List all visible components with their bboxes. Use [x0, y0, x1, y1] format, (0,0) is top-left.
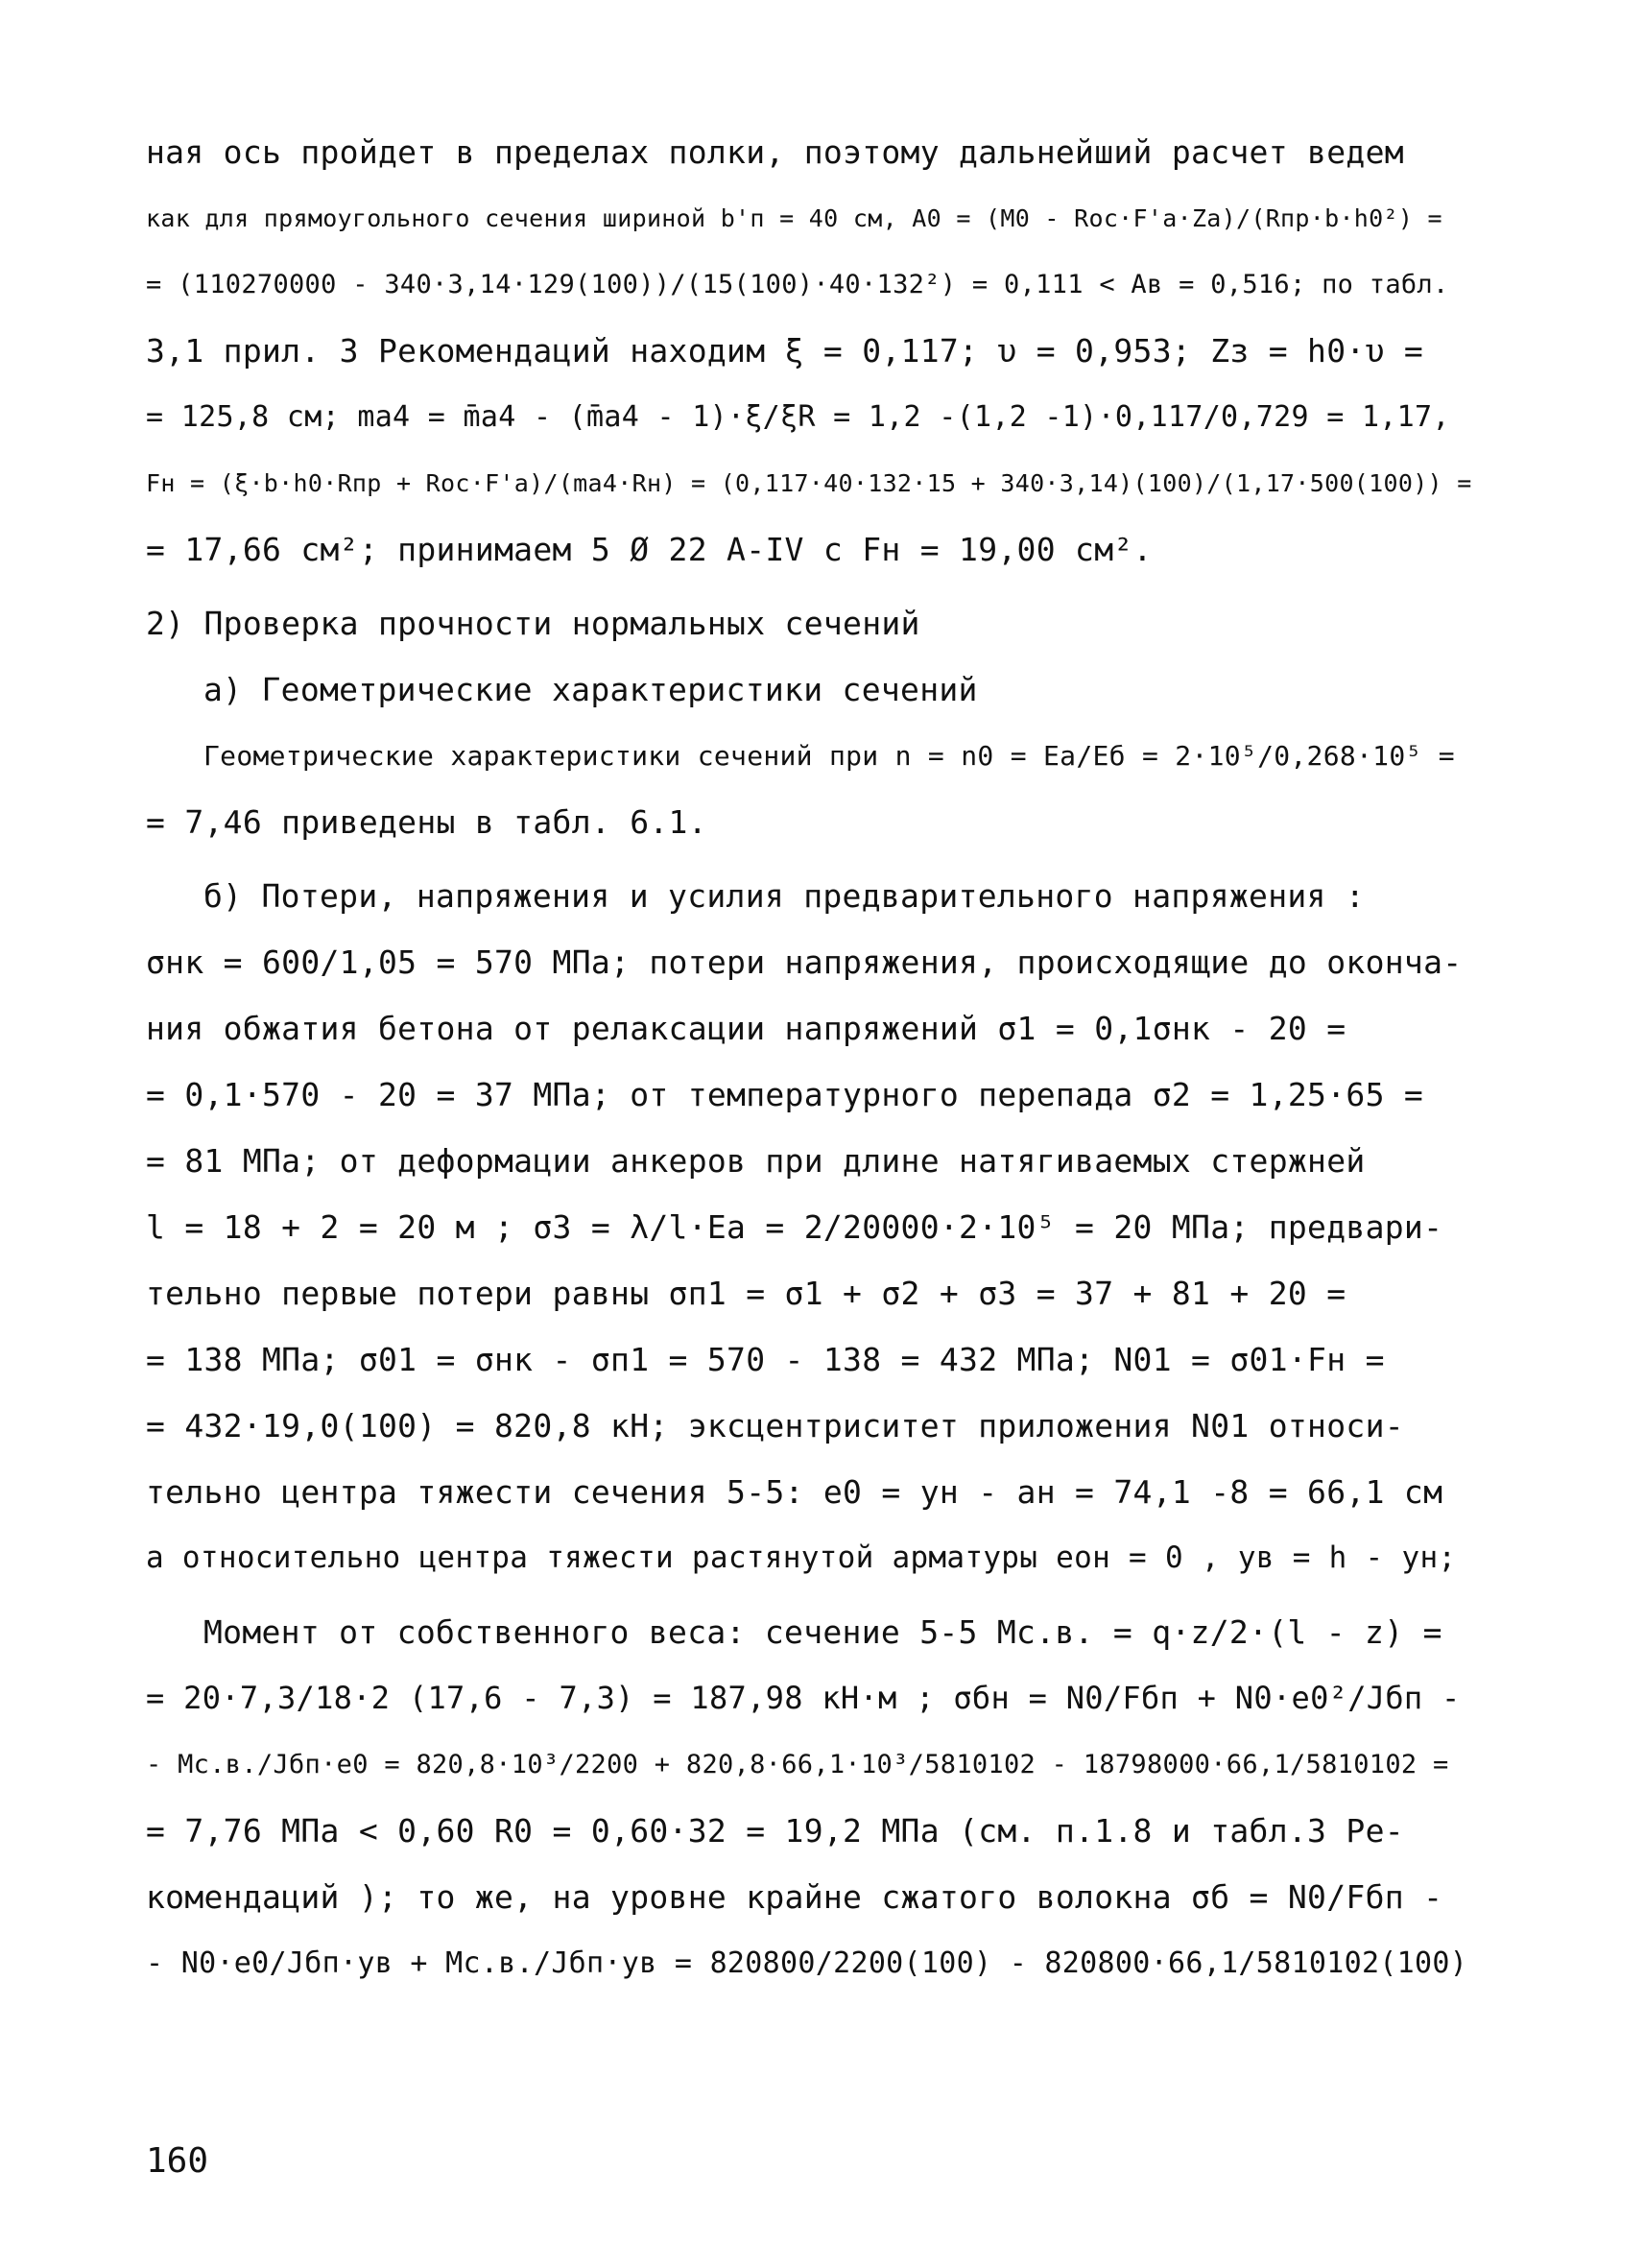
text-line: l = 18 + 2 = 20 м ; σ3 = λ/l·Ea = 2/20000·2·10⁵ = 20 МПа; предвари-	[146, 1209, 1443, 1245]
text-line: = 81 МПа; от деформации анкеров при длине натягиваемых стержней	[146, 1143, 1366, 1179]
text-line: Момент от собственного веса: сечение 5-5 Mс.в. = q·z/2·(l - z) =	[203, 1614, 1442, 1650]
text-line: 3,1 прил. 3 Рекомендаций находим ξ = 0,117; υ = 0,953; Zз = h0·υ =	[146, 333, 1424, 369]
subsection-heading: а) Геометрические характеристики сечений	[203, 672, 978, 707]
page-number: 160	[146, 2141, 209, 2181]
section-heading: 2) Проверка прочности нормальных сечений	[146, 606, 920, 641]
text-block	[146, 134, 1489, 2012]
text-line: = 7,46 приведены в табл. 6.1.	[146, 804, 707, 840]
text-line: = 20·7,3/18·2 (17,6 - 7,3) = 187,98 кН·м ; σбн = N0/Fбп + N0·e0²/Jбп -	[146, 1681, 1461, 1716]
text-line: = 138 МПа; σ01 = σнк - σп1 = 570 - 138 = 432 МПа; N01 = σ01·Fн =	[146, 1342, 1385, 1377]
subsection-heading: б) Потери, напряжения и усилия предварительного напряжения :	[203, 878, 1366, 914]
text-line: ния обжатия бетона от релаксации напряжений σ1 = 0,1σнк - 20 =	[146, 1011, 1346, 1046]
text-line: = (110270000 - 340·3,14·129(100))/(15(100)·40·132²) = 0,111 < Aв = 0,516; по табл.	[146, 270, 1449, 299]
text-line: σнк = 600/1,05 = 570 МПа; потери напряжения, происходящие до оконча-	[146, 944, 1463, 980]
text-line: а относительно центра тяжести растянутой арматуры eон = 0 , yв = h - yн;	[146, 1540, 1457, 1575]
text-line: = 432·19,0(100) = 820,8 кН; эксцентриситет приложения N01 относи-	[146, 1408, 1404, 1444]
text-line: тельно центра тяжести сечения 5-5: e0 = yн - aн = 74,1 -8 = 66,1 см	[146, 1474, 1443, 1510]
text-line: комендаций ); то же, на уровне крайне сжатого волокна σб = N0/Fбп -	[146, 1879, 1443, 1915]
text-line: = 17,66 см²; принимаем 5 Ø 22 A-IV с Fн = 19,00 см².	[146, 532, 1153, 567]
text-line: как для прямоугольного сечения шириной b'п = 40 см, A0 = (M0 - Rос·F'a·Za)/(Rпр·b·h0²) =	[146, 204, 1442, 232]
text-line: Fн = (ξ·b·h0·Rпр + Rос·F'a)/(mа4·Rн) = (0,117·40·132·15 + 340·3,14)(100)/(1,17·500(100)) =	[146, 469, 1472, 497]
text-line: Геометрические характеристики сечений при n = n0 = Ea/Eб = 2·10⁵/0,268·10⁵ =	[203, 740, 1455, 772]
text-line: - Mс.в./Jбп·e0 = 820,8·10³/2200 + 820,8·66,1·10³/5810102 - 18798000·66,1/5810102 =	[146, 1750, 1449, 1779]
text-line: - N0·e0/Jбп·yв + Mс.в./Jбп·yв = 820800/2200(100) - 820800·66,1/5810102(100)	[146, 1946, 1468, 1980]
text-line: ная ось пройдет в пределах полки, поэтому дальнейший расчет ведем	[146, 134, 1404, 170]
text-line: = 125,8 см; mа4 = m̄а4 - (m̄а4 - 1)·ξ/ξR = 1,2 -(1,2 -1)·0,117/0,729 = 1,17,	[146, 400, 1450, 434]
text-line: = 7,76 МПа < 0,60 R0 = 0,60·32 = 19,2 МПа (см. п.1.8 и табл.3 Ре-	[146, 1813, 1404, 1849]
text-line: тельно первые потери равны σп1 = σ1 + σ2 + σ3 = 37 + 81 + 20 =	[146, 1276, 1346, 1311]
text-line: = 0,1·570 - 20 = 37 МПа; от температурного перепада σ2 = 1,25·65 =	[146, 1077, 1424, 1112]
